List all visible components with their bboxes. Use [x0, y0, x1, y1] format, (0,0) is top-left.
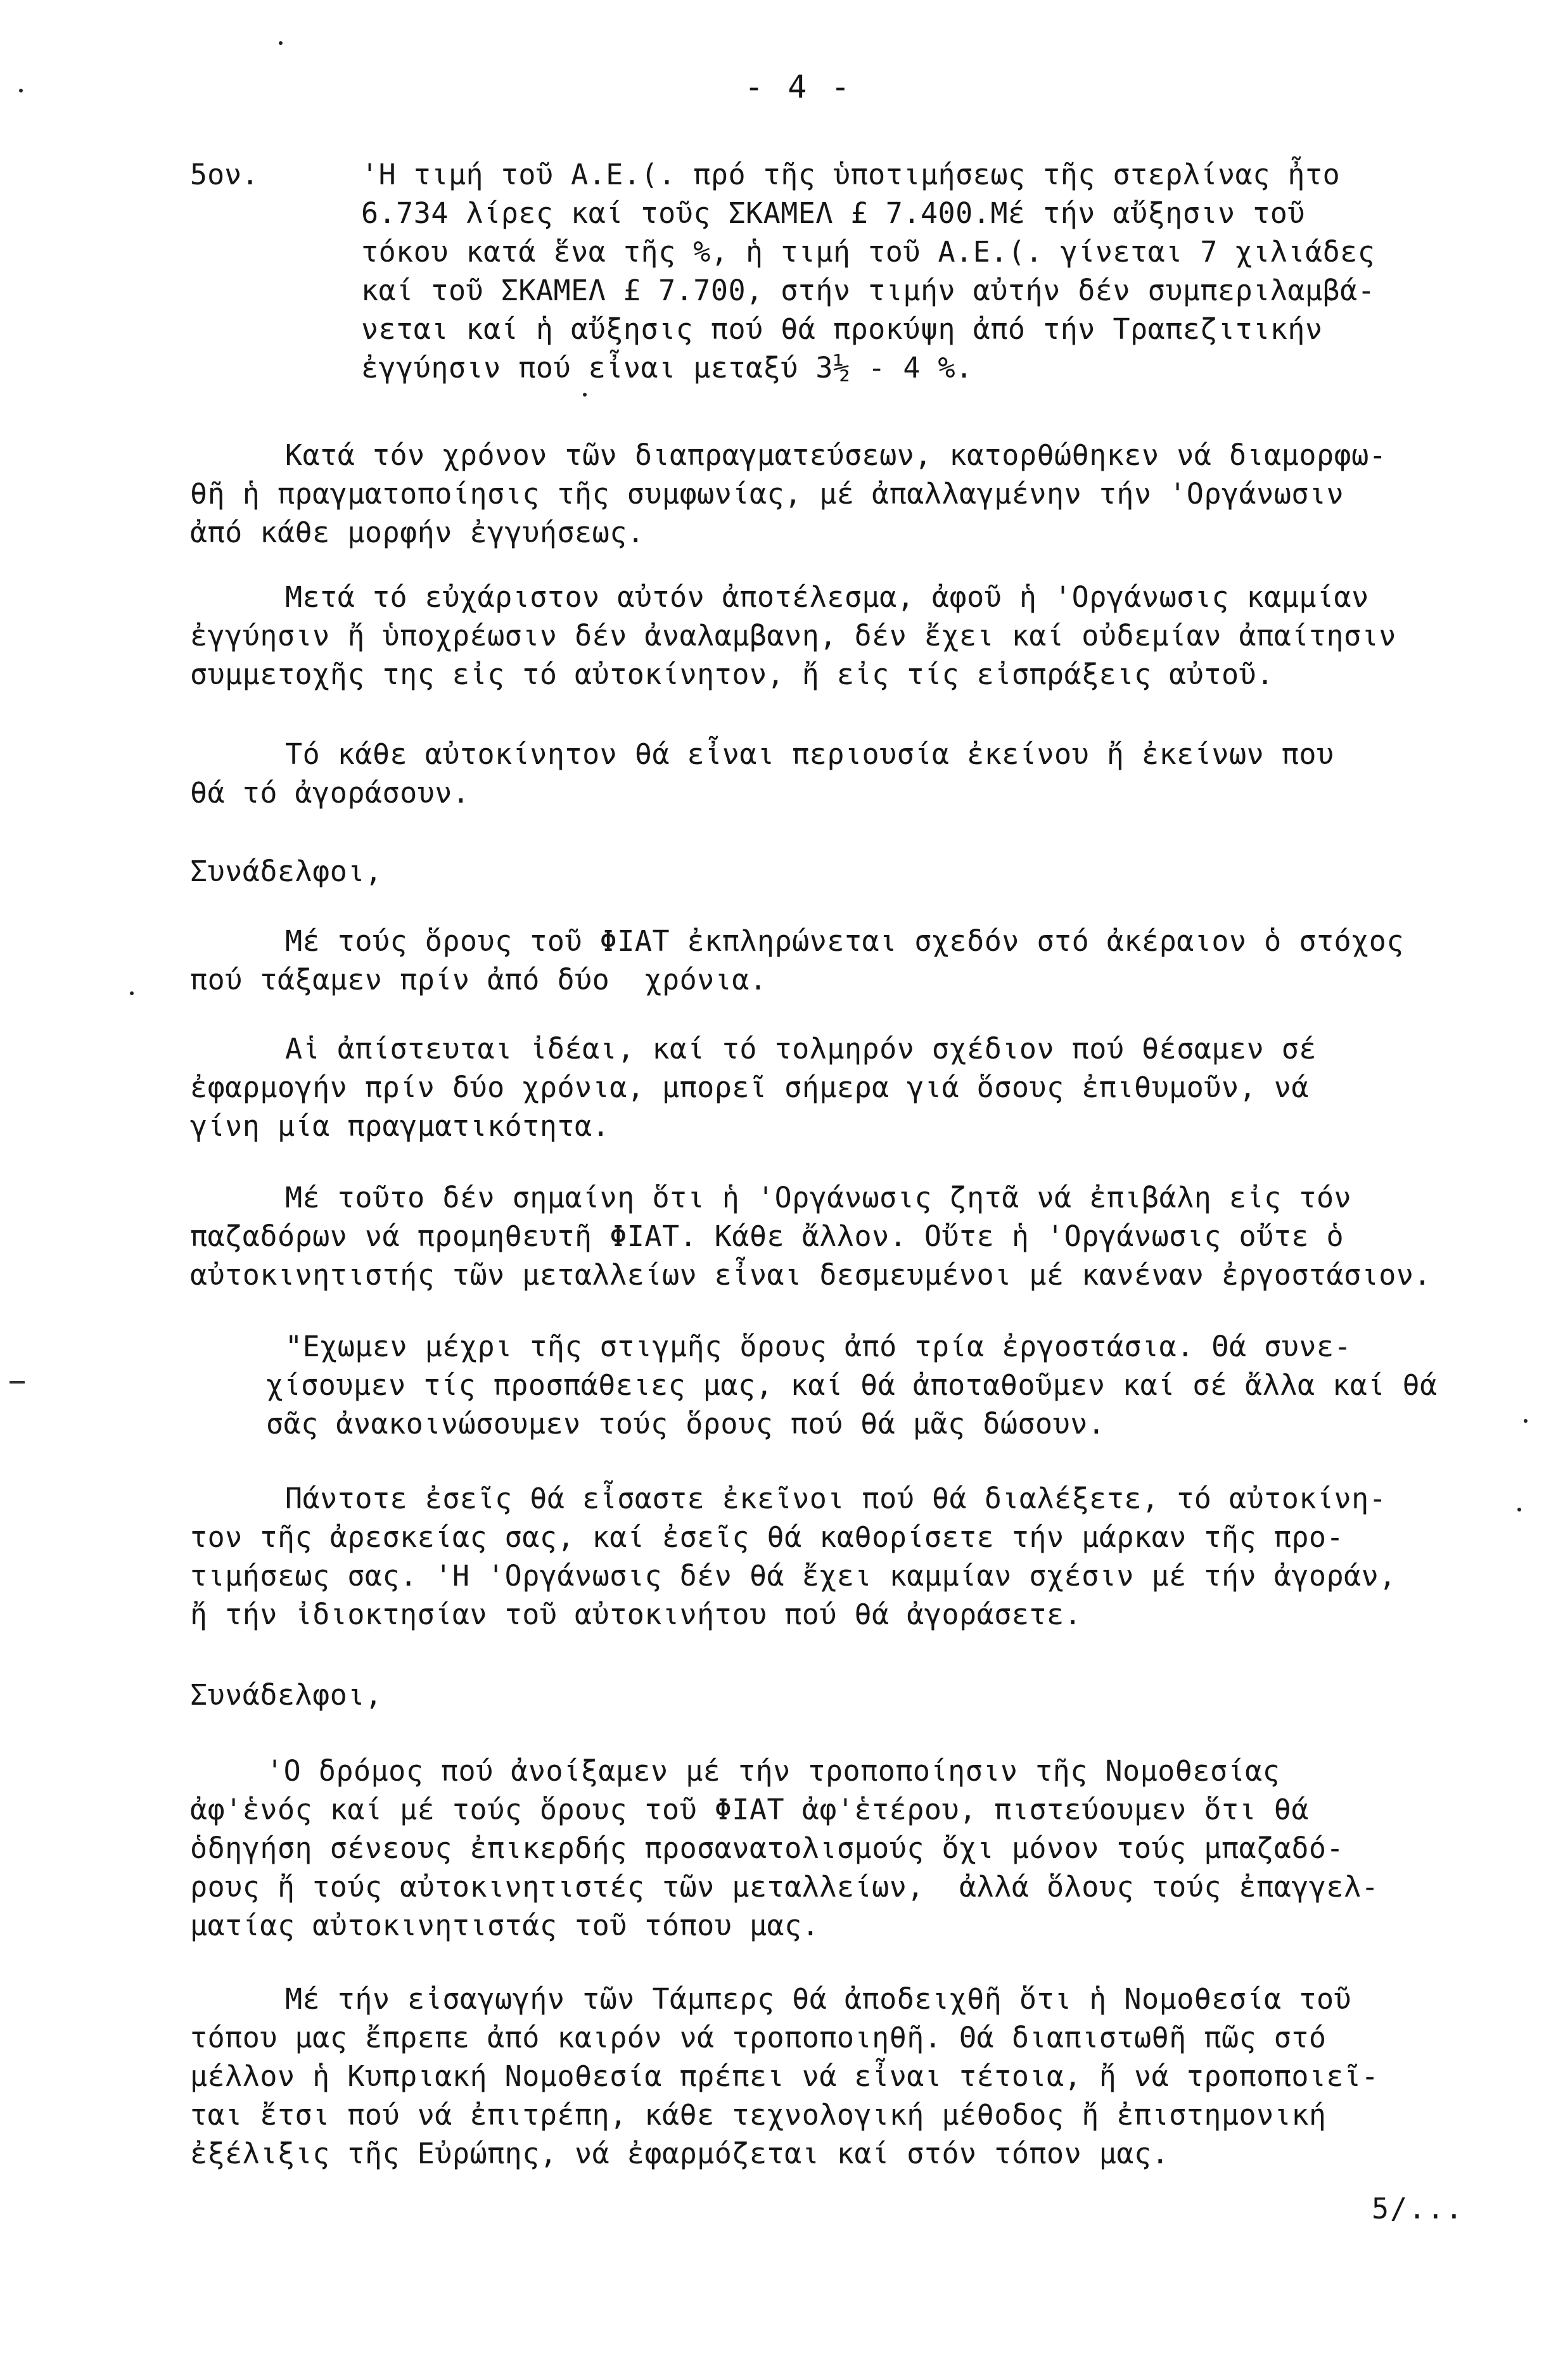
text-line: ἤ τήν ἰδιοκτησίαν τοῦ αὐτοκινήτου πού θά ἀγοράσετε. — [190, 1598, 1082, 1631]
text-line: καί τοῦ ΣΚΑΜΕΛ £ 7.700, στήν τιμήν αὐτήν δέν συμπεριλαμβά- — [361, 274, 1375, 307]
text-line: συμμετοχῆς της εἰς τό αὐτοκίνητον, ἤ εἰς τίς εἰσπράξεις αὐτοῦ. — [190, 658, 1274, 691]
text-line: ὁδηγήση σένεους ἐπικερδής προσανατολισμούς ὄχι μόνον τούς μπαζαδό- — [190, 1831, 1344, 1865]
text-line: σᾶς ἀνακοινώσουμεν τούς ὅρους πού θά μᾶς δώσουν. — [266, 1407, 1106, 1441]
text-line: ται ἔτσι πού νά ἐπιτρέπη, κάθε τεχνολογική μέθοδος ἤ ἐπιστημονική — [190, 2098, 1327, 2132]
text-line: ἐφαρμογήν πρίν δύο χρόνια, μπορεῖ σήμερα γιά ὅσους ἐπιθυμοῦν, νά — [190, 1071, 1309, 1104]
text-line: 'Η τιμή τοῦ Α.Ε.(. πρό τῆς ὑποτιμήσεως τῆς στερλίνας ἦτο — [361, 158, 1341, 191]
paragraph-10 — [190, 1980, 1527, 2173]
text-line: ἐγγύησιν ἤ ὑποχρέωσιν δέν ἀναλαμβανη, δέν ἔχει καί οὐδεμίαν ἀπαίτησιν — [190, 619, 1396, 652]
text-line: χίσουμεν τίς προσπάθειες μας, καί θά ἀποταθοῦμεν καί σέ ἄλλα καί θά — [266, 1368, 1438, 1402]
text-line: τόκου κατά ἕνα τῆς %, ἡ τιμή τοῦ Α.Ε.(. γίνεται 7 χιλιάδες — [361, 235, 1375, 269]
text-line: τιμήσεως σας. 'Η 'Οργάνωσις δέν θά ἔχει καμμίαν σχέσιν μέ τήν ἀγοράν, — [190, 1559, 1396, 1593]
text-line: ρους ἤ τούς αὐτοκινητιστές τῶν μεταλλείων, ἀλλά ὅλους τούς ἐπαγγελ- — [190, 1870, 1379, 1904]
text-line: γίνη μία πραγματικότητα. — [190, 1109, 610, 1143]
text-line: Κατά τόν χρόνον τῶν διαπραγματεύσεων, κατορθώθηκεν νά διαμορφω- — [285, 438, 1387, 472]
text-line: Μέ τούς ὅρους τοῦ ΦΙΑΤ ἐκπληρώνεται σχεδόν στό ἀκέραιον ὁ στόχος — [285, 924, 1404, 958]
text-line: ἐξέλιξις τῆς Εὐρώπης, νά ἐφαρμόζεται καί στόν τόπον μας. — [190, 2137, 1170, 2170]
scan-speck — [1517, 1508, 1521, 1511]
continued-marker: 5/... — [1372, 2192, 1464, 2225]
paragraph-5 — [190, 1029, 1527, 1145]
paragraph-9 — [190, 1752, 1527, 1945]
paragraph-2 — [190, 578, 1527, 694]
text-line: παζαδόρων νά προμηθευτῆ ΦΙΑΤ. Κάθε ἄλλον. Οὔτε ἡ 'Οργάνωσις οὔτε ὁ — [190, 1219, 1344, 1253]
text-line: Αἱ ἀπίστευται ἰδέαι, καί τό τολμηρόν σχέδιον πού θέσαμεν σέ — [285, 1032, 1317, 1066]
scan-speck — [583, 393, 587, 397]
paragraph-8 — [190, 1479, 1527, 1634]
scan-speck — [19, 89, 23, 92]
text-line: τον τῆς ἀρεσκείας σας, καί ἐσεῖς θά καθορίσετε τήν μάρκαν τῆς προ- — [190, 1520, 1344, 1554]
text-line: ἀφ'ἑνός καί μέ τούς ὅρους τοῦ ΦΙΑΤ ἀφ'ἑτέρου, πιστεύουμεν ὅτι θά — [190, 1793, 1309, 1826]
salutation-1 — [190, 852, 1527, 891]
text-line: Μέ τοῦτο δέν σημαίνη ὅτι ἡ 'Οργάνωσις ζητᾶ νά ἐπιβάλη εἰς τόν — [285, 1181, 1352, 1214]
text-line: 'Ο δρόμος πού ἀνοίξαμεν μέ τήν τροποποίησιν τῆς Νομοθεσίας — [266, 1754, 1280, 1788]
paragraph-1 — [190, 436, 1527, 552]
paragraph-4 — [190, 922, 1527, 999]
text-line: θά τό ἀγοράσουν. — [190, 776, 470, 810]
scan-speck — [279, 41, 283, 45]
text-line: Μέ τήν εἰσαγωγήν τῶν Τάμπερς θά ἀποδειχθῆ ὅτι ἡ Νομοθεσία τοῦ — [285, 1982, 1352, 2016]
item-5-paragraph — [361, 155, 1527, 387]
text-line: "Εχωμεν μέχρι τῆς στιγμῆς ὅρους ἀπό τρία ἐργοστάσια. Θά συνε- — [285, 1330, 1352, 1363]
text-line: Συνάδελφοι, — [190, 1678, 383, 1712]
text-line: αὐτοκινητιστής τῶν μεταλλείων εἶναι δεσμευμένοι μέ κανέναν ἐργοστάσιον. — [190, 1258, 1432, 1292]
item-label: 5ον. — [190, 158, 259, 191]
text-line: ἐγγύησιν πού εἶναι μεταξύ 3½ - 4 %. — [361, 351, 973, 385]
text-line: μέλλον ἡ Κυπριακή Νομοθεσία πρέπει νά εἶναι τέτοια, ἤ νά τροποποιεῖ- — [190, 2059, 1379, 2093]
text-line: 6.734 λίρες καί τοῦς ΣΚΑΜΕΛ £ 7.400.Μέ τήν αὔξησιν τοῦ — [361, 196, 1305, 230]
text-line: Τό κάθε αὐτοκίνητον θά εἶναι περιουσία ἐκείνου ἤ ἐκείνων που — [285, 737, 1334, 771]
scan-mark — [10, 1381, 25, 1384]
text-line: Συνάδελφοι, — [190, 855, 383, 888]
text-line: νεται καί ἡ αὔξησις πού θά προκύψη ἀπό τήν Τραπεζιτικήν — [361, 312, 1323, 346]
text-line: Μετά τό εὐχάριστον αὐτόν ἀποτέλεσμα, ἀφοῦ ἡ 'Οργάνωσις καμμίαν — [285, 580, 1369, 614]
text-line: τόπου μας ἔπρεπε ἀπό καιρόν νά τροποποιηθῆ. Θά διαπιστωθῆ πῶς στό — [190, 2021, 1327, 2054]
scan-speck — [1524, 1419, 1528, 1423]
paragraph-6 — [190, 1178, 1527, 1294]
text-line: Πάντοτε ἐσεῖς θά εἶσαστε ἐκεῖνοι πού θά διαλέξετε, τό αὐτοκίνη- — [285, 1482, 1387, 1515]
paragraph-3 — [190, 735, 1527, 812]
scan-speck — [130, 991, 134, 995]
salutation-2 — [190, 1676, 1527, 1714]
page-number: - 4 - — [744, 68, 853, 105]
paragraph-7 — [190, 1327, 1527, 1443]
text-line: πού τάξαμεν πρίν ἀπό δύο χρόνια. — [190, 963, 767, 996]
text-line: ἀπό κάθε μορφήν ἐγγυήσεως. — [190, 516, 645, 549]
text-line: θῆ ἡ πραγματοποίησις τῆς συμφωνίας, μέ ἀπαλλαγμένην τήν 'Οργάνωσιν — [190, 477, 1344, 511]
text-line: ματίας αὐτοκινητιστάς τοῦ τόπου μας. — [190, 1909, 820, 1942]
